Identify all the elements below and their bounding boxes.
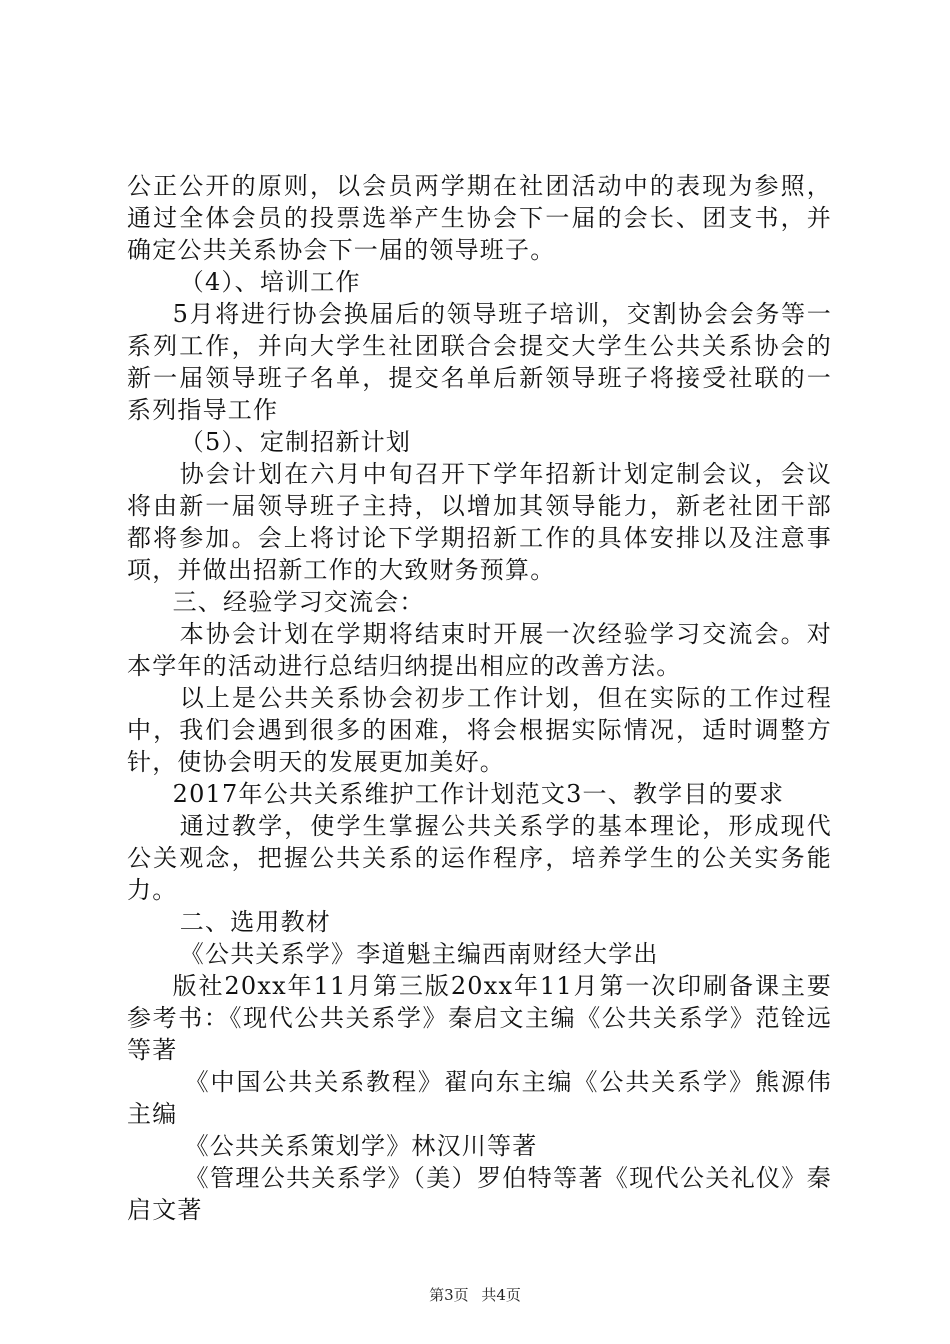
paragraph-teaching-goal: 通过教学，使学生掌握公共关系学的基本理论，形成现代公关观念，把握公共关系的运作程序，培养学生的公关实务能力。 [127,812,832,904]
paragraph-references: 版社20xx年11月第三版20xx年11月第一次印刷备课主要参考书：《现代公共关系学》秦启文主编《公共关系学》范铨远等著 [127,972,832,1064]
heading-training: （4）、培训工作 [179,268,361,296]
paragraph-principle: 公正公开的原则，以会员两学期在社团活动中的表现为参照，通过全体会员的投票选举产生协会下一届的会长、团支书，并确定公共关系协会下一届的领导班子。 [127,172,832,264]
paragraph-conclusion: 以上是公共关系协会初步工作计划，但在实际的工作过程中，我们会遇到很多的困难，将会根据实际情况，适时调整方针，使协会明天的发展更加美好。 [127,684,832,776]
paragraph-reference-pr-planning: 《公共关系策划学》林汉川等著 [184,1132,538,1160]
page-total: 共4页 [481,1286,521,1304]
paragraph-experience-exchange: 本协会计划在学期将结束时开展一次经验学习交流会。对本学年的活动进行总结归纳提出相应的改善方法。 [127,620,832,680]
heading-sample-3: 2017年公共关系维护工作计划范文3一、教学目的要求 [172,780,785,808]
paragraph-reference-management-pr: 《管理公共关系学》（美）罗伯特等著《现代公关礼仪》秦启文著 [127,1164,832,1224]
paragraph-reference-china-pr: 《中国公共关系教程》翟向东主编《公共关系学》熊源伟主编 [127,1068,832,1128]
paragraph-textbook-title: 《公共关系学》李道魁主编西南财经大学出 [179,940,659,968]
paragraph-recruit-plan: 协会计划在六月中旬召开下学年招新计划定制会议，会议将由新一届领导班子主持，以增加其领导能力，新老社团干部都将参加。会上将讨论下学期招新工作的具体安排以及注意事项，并做出招新工作的大致财务预算。 [127,460,832,584]
heading-experience-exchange: 三、经验学习交流会： [172,588,425,616]
document-body [127,170,832,1226]
page-number: 第3页 [429,1286,469,1304]
page-footer [0,1284,950,1305]
paragraph-training: 5月将进行协会换届后的领导班子培训，交割协会会务等一系列工作，并向大学生社团联合会提交大学生公共关系协会的新一届领导班子名单，提交名单后新领导班子将接受社联的一系列指导工作 [127,300,832,424]
heading-textbook: 二、选用教材 [179,908,331,936]
heading-recruit-plan: （5）、定制招新计划 [179,428,412,456]
